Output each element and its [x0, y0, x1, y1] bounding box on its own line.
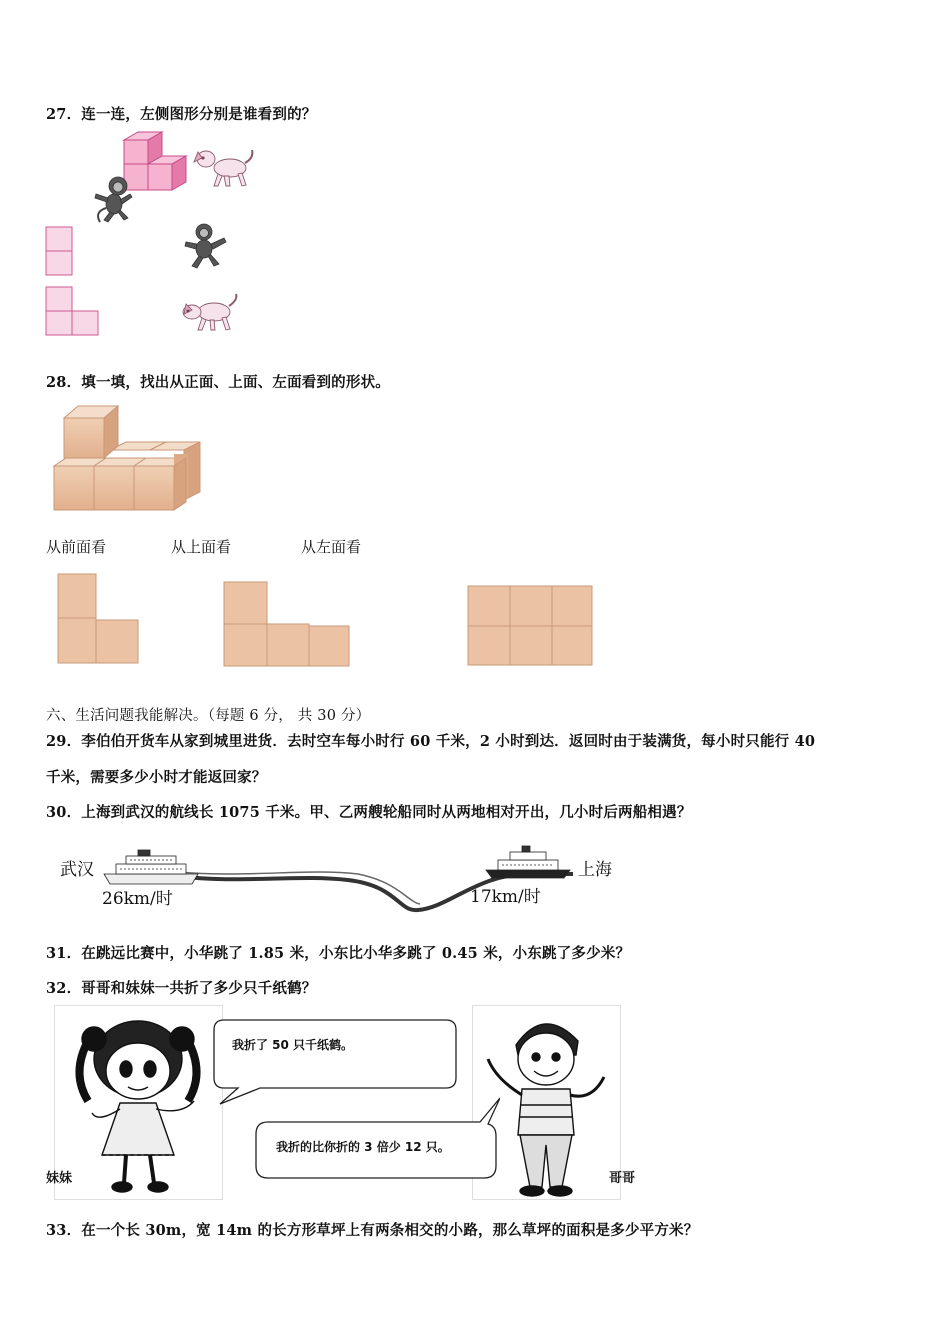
view-label-left: 从左面看 — [301, 538, 362, 556]
dog-icon — [194, 150, 252, 186]
speed-right: 17km/时 — [470, 887, 541, 907]
boy-label: 哥哥 — [609, 1171, 636, 1186]
monkey-icon[interactable] — [180, 222, 230, 270]
q29-line2: 千米，需要多少小时才能返回家？ — [46, 769, 267, 786]
girl-label: 妹妹 — [46, 1171, 73, 1186]
ship-icon — [486, 846, 570, 878]
city-shanghai: 上海 — [578, 860, 612, 880]
q27-text: 27．连一连，左侧图形分别是谁看到的？ — [46, 106, 317, 123]
q30-text: 30．上海到武汉的航线长 1075 千米。甲、乙两艘轮船同时从两地相对开出，几小时后两船相遇？ — [46, 804, 692, 821]
q27-view-two-stacked[interactable] — [45, 226, 75, 278]
view-label-top: 从上面看 — [171, 538, 232, 556]
q27-view-l-shape[interactable] — [45, 286, 101, 338]
city-wuhan: 武汉 — [60, 860, 94, 880]
dog-icon[interactable] — [180, 292, 242, 336]
q28-text: 28．填一填，找出从正面、上面、左面看到的形状。 — [46, 374, 390, 391]
q27-pink-cubes-figure — [90, 128, 260, 228]
view-label-front: 从前面看 — [46, 538, 107, 556]
girl-speech-text: 我折了 50 只千纸鹤。 — [232, 1038, 354, 1052]
ship-icon — [104, 850, 198, 884]
section-6-heading: 六、生活问题我能解决。（每题 6 分， 共 30 分） — [46, 708, 371, 724]
monkey-icon — [95, 177, 132, 222]
q28-view-shape-c[interactable] — [466, 584, 596, 668]
speed-left: 26km/时 — [102, 889, 173, 909]
q28-view-shape-a[interactable] — [56, 572, 144, 666]
q29-line1: 29．李伯伯开货车从家到城里进货．去时空车每小时行 60 千米，2 小时到达．返回时由于装满货，每小时只能行 40 — [46, 733, 816, 750]
q32-text: 32．哥哥和妹妹一共折了多少只千纸鹤？ — [46, 980, 317, 997]
q28-view-shape-b[interactable] — [222, 580, 352, 670]
q31-text: 31．在跳远比赛中，小华跳了 1.85 米，小东比小华多跳了 0.45 米，小东跳了多少米？ — [46, 945, 631, 962]
q28-cube-stack-figure — [50, 402, 206, 514]
boy-speech-text: 我折的比你折的 3 倍少 12 只。 — [276, 1140, 450, 1154]
q33-text: 33．在一个长 30m，宽 14m 的长方形草坪上有两条相交的小路，那么草坪的面积是多少平方米？ — [46, 1222, 699, 1239]
